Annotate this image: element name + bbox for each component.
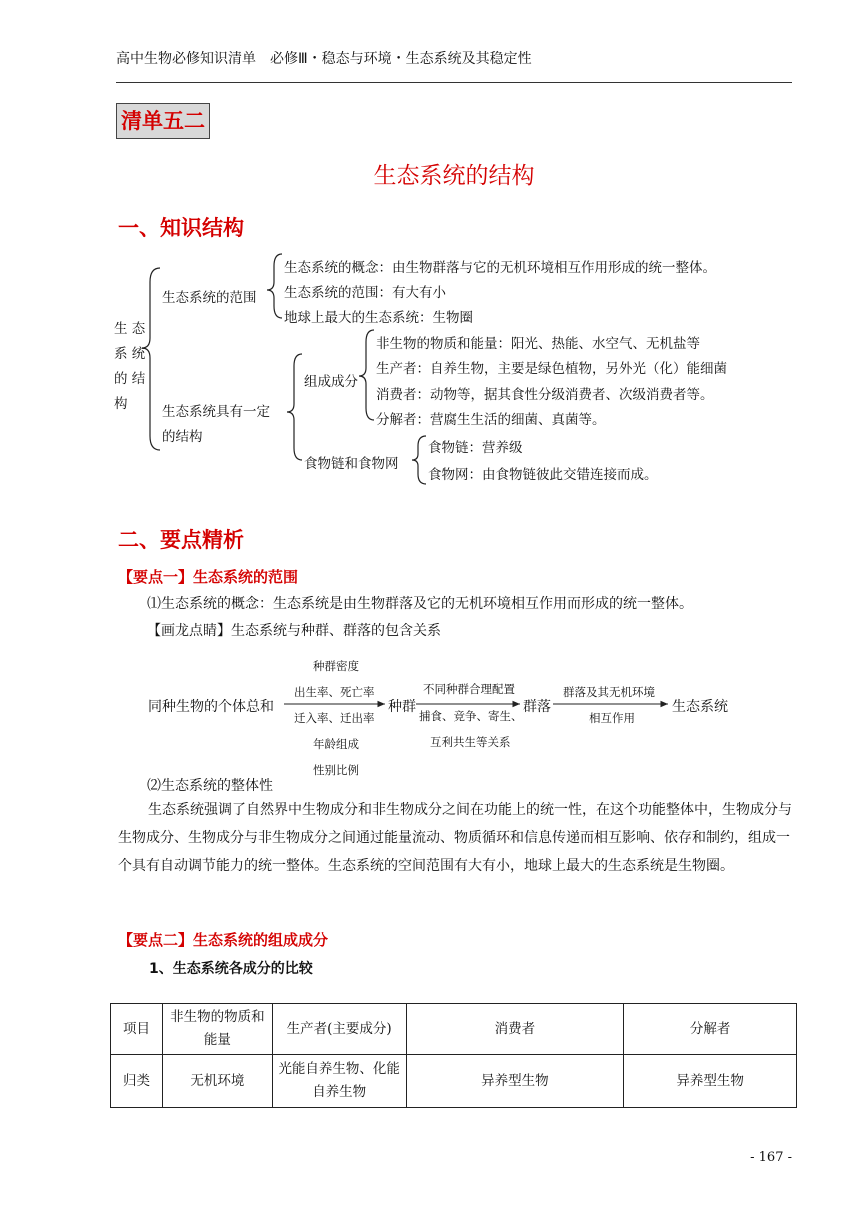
table-cell: 无机环境: [162, 1055, 272, 1108]
flow-a3-above: 群落及其无机环境: [563, 685, 655, 699]
table-cell: 项目: [111, 1004, 163, 1055]
key1-heading: 【要点一】生态系统的范围: [118, 568, 299, 586]
page-number: - 167 -: [750, 1150, 792, 1165]
table-row: [111, 1055, 797, 1108]
root-line-4: 构: [114, 396, 128, 412]
key1-p2: 【画龙点睛】生态系统与种群、群落的包含关系: [147, 623, 441, 639]
flow-a1-below: 迁入率、迁出率: [294, 711, 375, 725]
food-item: 食物链：营养级: [428, 440, 523, 456]
component-item: 分解者：营腐生生活的细菌、真菌等。: [376, 412, 606, 428]
food-item: 食物网：由食物链彼此交错连接而成。: [428, 467, 658, 483]
key1-p4: 生态系统强调了自然界中生物成分和非生物成分之间在功能上的统一性，在这个功能整体中，生物成分与生物成分、生物成分与非生物成分之间通过能量流动、物质循环和信息传递而相互影响、依存和制约，组成一个具有自动调节能力的统一整体。生态系统的空间范围有大有小，地球上最大的生态系统是生物圈。: [118, 802, 792, 874]
section1-heading: 一、知识结构: [118, 216, 244, 240]
root-line-1: 生 态: [114, 321, 146, 337]
scope-item: 地球上最大的生态系统：生物圈: [284, 310, 473, 326]
running-header: 高中生物必修知识清单 必修Ⅲ・稳态与环境・生态系统及其稳定性: [116, 51, 532, 67]
table-cell: 异养型生物: [624, 1055, 797, 1108]
table-cell: 异养型生物: [406, 1055, 624, 1108]
component-item: 生产者：自养生物，主要是绿色植物，另外光（化）能细菌: [376, 361, 727, 377]
scope-item: 生态系统的概念：由生物群落与它的无机环境相互作用形成的统一整体。: [284, 260, 716, 276]
component-item: 非生物的物质和能量：阳光、热能、水空气、无机盐等: [376, 336, 700, 352]
flow-a1-below: 年龄组成: [313, 737, 359, 751]
table-cell: 分解者: [624, 1004, 797, 1055]
list-tag: 清单五二: [116, 103, 210, 139]
flow-node-population: 种群: [388, 699, 416, 715]
components-label: 组成成分: [304, 374, 358, 390]
table-cell: 光能自养生物、化能自养生物: [272, 1055, 406, 1108]
flow-a1-below: 性别比例: [313, 763, 359, 777]
flow-a1-above: 种群密度: [313, 659, 359, 673]
flow-start: 同种生物的个体总和: [148, 699, 274, 715]
food-label: 食物链和食物网: [304, 456, 399, 472]
flow-a2-above: 不同种群合理配置: [423, 682, 515, 696]
table-cell: 消费者: [406, 1004, 624, 1055]
root-line-3: 的 结: [114, 371, 146, 387]
key2-sub: 1、生态系统各成分的比较: [149, 961, 313, 977]
flow-a1-above: 出生率、死亡率: [294, 685, 375, 699]
scope-item: 生态系统的范围：有大有小: [284, 285, 446, 301]
flow-a3-below: 相互作用: [589, 711, 635, 725]
section2-heading: 二、要点精析: [118, 528, 244, 552]
flow-a2-below: 互利共生等关系: [430, 735, 511, 749]
key1-p1: ⑴生态系统的概念：生态系统是由生物群落及它的无机环境相互作用而形成的统一整体。: [147, 596, 693, 612]
component-item: 消费者：动物等，据其食性分级消费者、次级消费者等。: [376, 387, 714, 403]
branch-structure-label: 的结构: [162, 429, 203, 445]
branch-scope-label: 生态系统的范围: [162, 290, 257, 306]
flow-a2-below: 捕食、竞争、寄生、: [419, 709, 523, 723]
page-title: 生态系统的结构: [373, 163, 535, 189]
table-cell: 非生物的物质和能量: [162, 1004, 272, 1055]
table-cell: 归类: [111, 1055, 163, 1108]
table-cell: 生产者(主要成分): [272, 1004, 406, 1055]
root-line-2: 系 统: [114, 346, 146, 362]
key1-p3: ⑵生态系统的整体性: [147, 778, 273, 794]
flow-end: 生态系统: [672, 699, 728, 715]
flow-node-community: 群落: [523, 699, 551, 715]
comparison-table: [110, 1003, 797, 1108]
key2-heading: 【要点二】生态系统的组成成分: [118, 931, 329, 949]
table-header-row: [111, 1004, 797, 1055]
branch-structure-label: 生态系统具有一定: [162, 404, 270, 420]
